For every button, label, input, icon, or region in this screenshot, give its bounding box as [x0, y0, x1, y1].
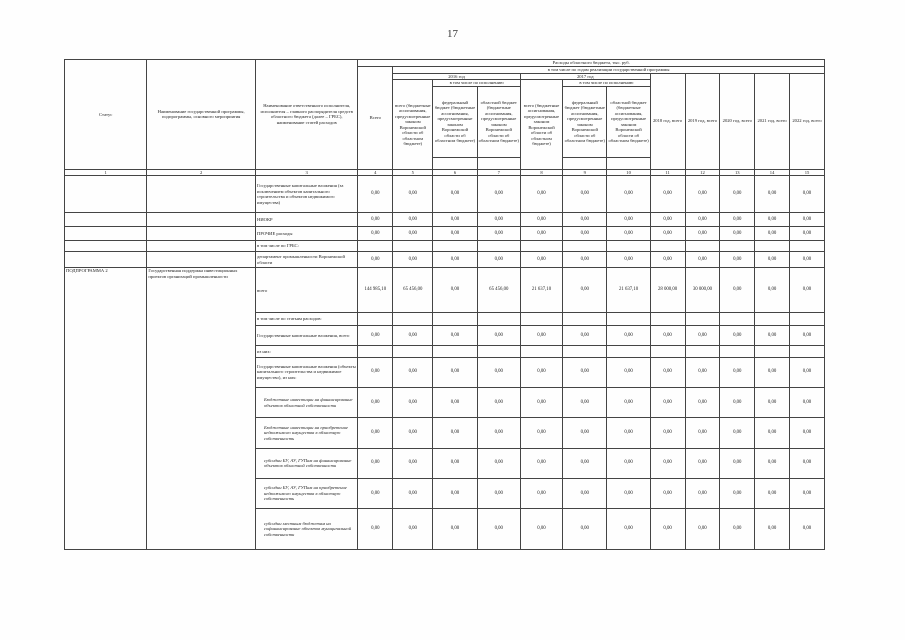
value-cell: 0,00 — [477, 212, 520, 226]
value-cell: 0,00 — [607, 326, 650, 346]
row-label: Государственные капитальные вложения, всего — [256, 326, 358, 346]
row-label: ПРОЧИЕ расходы — [256, 227, 358, 241]
row-label: Государственные капитальные вложения (за исключением объектов капитального строительства и объектов недвижимого имущества) — [256, 176, 358, 212]
value-cell: 0,00 — [477, 478, 520, 508]
value-cell: 0,00 — [720, 227, 755, 241]
value-cell: 0,00 — [520, 176, 562, 212]
value-cell: 0,00 — [650, 509, 685, 550]
value-cell: 0,00 — [563, 326, 607, 346]
budget-table — [64, 59, 825, 550]
row-label: НИОКР — [256, 212, 358, 226]
value-cell: 0,00 — [790, 227, 825, 241]
value-cell: 0,00 — [755, 418, 790, 448]
header-program-name: Наименование государственной программы, подпрограммы, основного мероприятия — [147, 60, 256, 170]
value-cell: 0,00 — [433, 478, 477, 508]
value-cell: 0,00 — [720, 212, 755, 226]
value-cell: 0,00 — [393, 176, 433, 212]
value-cell: 0,00 — [563, 268, 607, 313]
value-cell: 0,00 — [607, 252, 650, 268]
value-cell — [358, 241, 393, 252]
row-label: из них: — [256, 346, 358, 357]
program-cell — [147, 227, 256, 241]
value-cell: 0,00 — [607, 357, 650, 387]
value-cell: 0,00 — [477, 176, 520, 212]
value-cell: 0,00 — [477, 252, 520, 268]
value-cell: 0,00 — [685, 357, 720, 387]
value-cell: 65 456,00 — [393, 268, 433, 313]
value-cell: 0,00 — [650, 357, 685, 387]
status-cell — [65, 212, 147, 226]
value-cell: 0,00 — [393, 387, 433, 417]
header-year-2016: 2016 год — [393, 73, 521, 80]
value-cell: 0,00 — [433, 387, 477, 417]
value-cell: 0,00 — [433, 176, 477, 212]
value-cell: 0,00 — [790, 326, 825, 346]
value-cell: 0,00 — [607, 509, 650, 550]
value-cell: 0,00 — [755, 478, 790, 508]
subprogram-status: ПОДПРОГРАММА 2 — [65, 268, 147, 550]
header-total-2016: всего (бюджетные ассигнования, предусмотренные законом Воронежской области об областном бюджете) — [393, 80, 433, 170]
value-cell: 0,00 — [650, 176, 685, 212]
value-cell: 0,00 — [720, 418, 755, 448]
header-federal-2016: федеральный бюджет (бюджетные ассигнования, предусмотренные законом Воронежской области об областном бюджете) — [433, 86, 477, 157]
value-cell: 0,00 — [563, 448, 607, 478]
value-cell: 0,00 — [720, 387, 755, 417]
value-cell: 0,00 — [790, 509, 825, 550]
value-cell: 0,00 — [563, 509, 607, 550]
value-cell: 0,00 — [755, 212, 790, 226]
value-cell: 0,00 — [477, 326, 520, 346]
value-cell — [433, 241, 477, 252]
table-row — [65, 252, 825, 268]
value-cell — [358, 346, 393, 357]
value-cell: 0,00 — [685, 252, 720, 268]
table-row — [65, 241, 825, 252]
value-cell: 0,00 — [358, 478, 393, 508]
header-incl-2017: в том числе по исполнению — [563, 80, 651, 87]
value-cell: 0,00 — [520, 227, 562, 241]
value-cell: 0,00 — [477, 227, 520, 241]
value-cell: 0,00 — [433, 448, 477, 478]
table-row — [65, 227, 825, 241]
value-cell: 0,00 — [650, 212, 685, 226]
value-cell — [607, 241, 650, 252]
value-cell — [563, 313, 607, 326]
value-cell — [755, 313, 790, 326]
value-cell: 0,00 — [477, 509, 520, 550]
row-label: субсидии БУ, АУ, ГУПам на приобретение недвижимого имущества в областную собственность — [256, 478, 358, 508]
value-cell: 0,00 — [520, 478, 562, 508]
status-cell — [65, 241, 147, 252]
value-cell: 0,00 — [790, 418, 825, 448]
row-label: Государственные капитальные вложения (объекты капитального строительства и недвижимое имущество), из них: — [256, 357, 358, 387]
column-number: 2 — [147, 169, 256, 176]
value-cell: 0,00 — [563, 212, 607, 226]
column-number: 9 — [563, 169, 607, 176]
value-cell: 144 985,10 — [358, 268, 393, 313]
value-cell: 0,00 — [393, 448, 433, 478]
value-cell: 0,00 — [563, 176, 607, 212]
value-cell — [720, 313, 755, 326]
value-cell: 0,00 — [755, 326, 790, 346]
value-cell — [520, 346, 562, 357]
value-cell: 0,00 — [358, 227, 393, 241]
value-cell: 0,00 — [477, 418, 520, 448]
value-cell — [685, 241, 720, 252]
value-cell: 0,00 — [790, 252, 825, 268]
value-cell: 0,00 — [755, 268, 790, 313]
value-cell — [520, 313, 562, 326]
value-cell — [563, 241, 607, 252]
column-number: 11 — [650, 169, 685, 176]
value-cell: 0,00 — [755, 227, 790, 241]
column-number: 7 — [477, 169, 520, 176]
value-cell: 0,00 — [755, 509, 790, 550]
value-cell: 0,00 — [755, 176, 790, 212]
value-cell — [477, 313, 520, 326]
value-cell — [607, 346, 650, 357]
value-cell: 0,00 — [477, 357, 520, 387]
column-number: 3 — [256, 169, 358, 176]
header-total-2017: всего (бюджетные ассигнования, предусмотренные законом Воронежской области об областном бюджете) — [520, 80, 562, 170]
table-row — [65, 176, 825, 212]
value-cell: 0,00 — [563, 252, 607, 268]
header-2021: 2021 год, всего — [755, 73, 790, 169]
value-cell: 0,00 — [563, 478, 607, 508]
header-incl-2016: в том числе по исполнению — [433, 80, 521, 87]
value-cell: 0,00 — [433, 268, 477, 313]
subprogram-row — [65, 268, 825, 313]
row-label: в том числе по ГРБС: — [256, 241, 358, 252]
value-cell — [790, 346, 825, 357]
value-cell — [720, 241, 755, 252]
column-number: 4 — [358, 169, 393, 176]
value-cell — [563, 346, 607, 357]
value-cell: 0,00 — [520, 387, 562, 417]
value-cell: 0,00 — [563, 357, 607, 387]
column-number: 1 — [65, 169, 147, 176]
value-cell — [520, 241, 562, 252]
value-cell: 0,00 — [685, 448, 720, 478]
value-cell: 0,00 — [358, 387, 393, 417]
column-numbers-row — [65, 169, 825, 176]
value-cell: 0,00 — [607, 227, 650, 241]
value-cell: 0,00 — [358, 448, 393, 478]
value-cell — [650, 313, 685, 326]
value-cell — [393, 313, 433, 326]
row-label: департамент промышленности Воронежской области — [256, 252, 358, 268]
value-cell: 0,00 — [650, 252, 685, 268]
value-cell: 0,00 — [720, 176, 755, 212]
program-cell — [147, 252, 256, 268]
value-cell — [755, 346, 790, 357]
header-total: Всего — [358, 67, 393, 170]
value-cell — [393, 241, 433, 252]
value-cell: 0,00 — [520, 252, 562, 268]
value-cell: 0,00 — [520, 357, 562, 387]
value-cell: 0,00 — [650, 387, 685, 417]
value-cell: 0,00 — [358, 357, 393, 387]
column-number: 15 — [790, 169, 825, 176]
value-cell: 0,00 — [433, 212, 477, 226]
value-cell — [720, 346, 755, 357]
value-cell: 0,00 — [790, 268, 825, 313]
page-number: 17 — [447, 28, 458, 40]
status-cell — [65, 252, 147, 268]
value-cell: 0,00 — [650, 448, 685, 478]
value-cell: 0,00 — [433, 509, 477, 550]
value-cell: 0,00 — [755, 448, 790, 478]
value-cell — [477, 241, 520, 252]
header-2018: 2018 год, всего — [650, 73, 685, 169]
value-cell — [433, 313, 477, 326]
value-cell — [393, 346, 433, 357]
value-cell: 0,00 — [358, 326, 393, 346]
value-cell: 0,00 — [790, 478, 825, 508]
value-cell: 0,00 — [433, 418, 477, 448]
subprogram-label: всего — [256, 268, 358, 313]
value-cell: 0,00 — [685, 418, 720, 448]
value-cell: 0,00 — [433, 227, 477, 241]
value-cell: 0,00 — [650, 478, 685, 508]
header-regional-2016: областной бюджет (бюджетные ассигнования, предусмотренные законом Воронежской области об областном бюджете) — [477, 86, 520, 157]
header-expenses-title: Расходы областного бюджета, тыс. руб. — [358, 60, 825, 67]
value-cell: 0,00 — [393, 252, 433, 268]
value-cell: 0,00 — [358, 212, 393, 226]
column-number: 5 — [393, 169, 433, 176]
row-label: субсидии БУ, АУ, ГУПам на финансирование объектов областной собственности — [256, 448, 358, 478]
header-2019: 2019 год, всего — [685, 73, 720, 169]
value-cell: 0,00 — [790, 448, 825, 478]
value-cell: 0,00 — [720, 268, 755, 313]
header-status: Статус — [65, 60, 147, 170]
value-cell — [685, 313, 720, 326]
value-cell: 0,00 — [477, 387, 520, 417]
value-cell: 0,00 — [358, 176, 393, 212]
header-by-years: в том числе по годам реализации государственной программы — [393, 67, 825, 74]
value-cell: 0,00 — [685, 478, 720, 508]
value-cell: 28 000,00 — [650, 268, 685, 313]
value-cell: 0,00 — [650, 326, 685, 346]
value-cell: 0,00 — [520, 326, 562, 346]
column-number: 13 — [720, 169, 755, 176]
value-cell: 0,00 — [650, 227, 685, 241]
value-cell: 0,00 — [790, 176, 825, 212]
value-cell: 0,00 — [720, 509, 755, 550]
status-cell — [65, 176, 147, 212]
header-year-2017: 2017 год — [520, 73, 650, 80]
value-cell: 0,00 — [393, 478, 433, 508]
value-cell: 0,00 — [358, 509, 393, 550]
value-cell: 0,00 — [720, 326, 755, 346]
value-cell: 0,00 — [790, 387, 825, 417]
value-cell: 65 456,00 — [477, 268, 520, 313]
value-cell: 0,00 — [607, 212, 650, 226]
value-cell: 0,00 — [393, 212, 433, 226]
value-cell: 0,00 — [520, 448, 562, 478]
column-number: 12 — [685, 169, 720, 176]
value-cell: 0,00 — [563, 227, 607, 241]
value-cell: 0,00 — [393, 418, 433, 448]
value-cell: 0,00 — [563, 387, 607, 417]
row-label: Бюджетные инвестиции на финансирование объектов областной собственности — [256, 387, 358, 417]
header-regional-2017: областной бюджет (бюджетные ассигнования, предусмотренные законом Воронежской области об областном бюджете) — [607, 86, 650, 157]
column-number: 8 — [520, 169, 562, 176]
value-cell: 0,00 — [393, 357, 433, 387]
value-cell — [650, 346, 685, 357]
value-cell: 0,00 — [790, 212, 825, 226]
column-number: 10 — [607, 169, 650, 176]
program-cell — [147, 176, 256, 212]
value-cell: 0,00 — [685, 227, 720, 241]
value-cell: 0,00 — [720, 478, 755, 508]
value-cell: 0,00 — [685, 212, 720, 226]
value-cell: 0,00 — [393, 509, 433, 550]
column-number: 14 — [755, 169, 790, 176]
value-cell: 0,00 — [358, 252, 393, 268]
value-cell: 0,00 — [650, 418, 685, 448]
value-cell: 0,00 — [520, 418, 562, 448]
table-row — [65, 212, 825, 226]
value-cell: 0,00 — [720, 357, 755, 387]
row-label: субсидии местным бюджетам на софинансирование объектов муниципальной собственности — [256, 509, 358, 550]
header-2022: 2022 год, всего — [790, 73, 825, 169]
value-cell: 21 637,10 — [520, 268, 562, 313]
row-label: в том числе по статьям расходов: — [256, 313, 358, 326]
value-cell — [790, 313, 825, 326]
status-cell — [65, 227, 147, 241]
value-cell — [433, 346, 477, 357]
value-cell — [358, 313, 393, 326]
value-cell: 0,00 — [358, 418, 393, 448]
value-cell: 30 000,00 — [685, 268, 720, 313]
header-2020: 2020 год, всего — [720, 73, 755, 169]
value-cell — [477, 346, 520, 357]
value-cell: 0,00 — [393, 227, 433, 241]
value-cell: 0,00 — [685, 509, 720, 550]
value-cell: 0,00 — [520, 509, 562, 550]
value-cell: 0,00 — [685, 387, 720, 417]
value-cell: 0,00 — [607, 448, 650, 478]
value-cell — [755, 241, 790, 252]
header-federal-2017: федеральный бюджет (бюджетные ассигнования, предусмотренные законом Воронежской области об областном бюджете) — [563, 86, 607, 157]
header-executor: Наименование ответственного исполнителя, исполнителя – главного распорядителя средств областного бюджета (далее – ГРБС), наименование статей расходов — [256, 60, 358, 170]
value-cell: 0,00 — [755, 252, 790, 268]
value-cell — [790, 241, 825, 252]
column-number: 6 — [433, 169, 477, 176]
value-cell: 0,00 — [563, 418, 607, 448]
value-cell: 0,00 — [685, 326, 720, 346]
value-cell: 0,00 — [790, 357, 825, 387]
value-cell: 0,00 — [755, 387, 790, 417]
value-cell: 0,00 — [720, 448, 755, 478]
program-cell — [147, 241, 256, 252]
program-cell — [147, 212, 256, 226]
row-label: Бюджетные инвестиции на приобретение недвижимого имущества в областную собственность — [256, 418, 358, 448]
value-cell: 21 637,10 — [607, 268, 650, 313]
value-cell: 0,00 — [607, 387, 650, 417]
value-cell — [685, 346, 720, 357]
value-cell: 0,00 — [433, 252, 477, 268]
value-cell: 0,00 — [477, 448, 520, 478]
value-cell: 0,00 — [607, 478, 650, 508]
value-cell: 0,00 — [607, 176, 650, 212]
value-cell — [650, 241, 685, 252]
value-cell: 0,00 — [607, 418, 650, 448]
value-cell: 0,00 — [720, 252, 755, 268]
subprogram-name: Государственная поддержка инвестиционных проектов организаций промышленности — [147, 268, 256, 550]
value-cell: 0,00 — [520, 212, 562, 226]
value-cell: 0,00 — [393, 326, 433, 346]
value-cell: 0,00 — [685, 176, 720, 212]
value-cell: 0,00 — [755, 357, 790, 387]
value-cell: 0,00 — [433, 326, 477, 346]
value-cell — [607, 313, 650, 326]
value-cell: 0,00 — [433, 357, 477, 387]
